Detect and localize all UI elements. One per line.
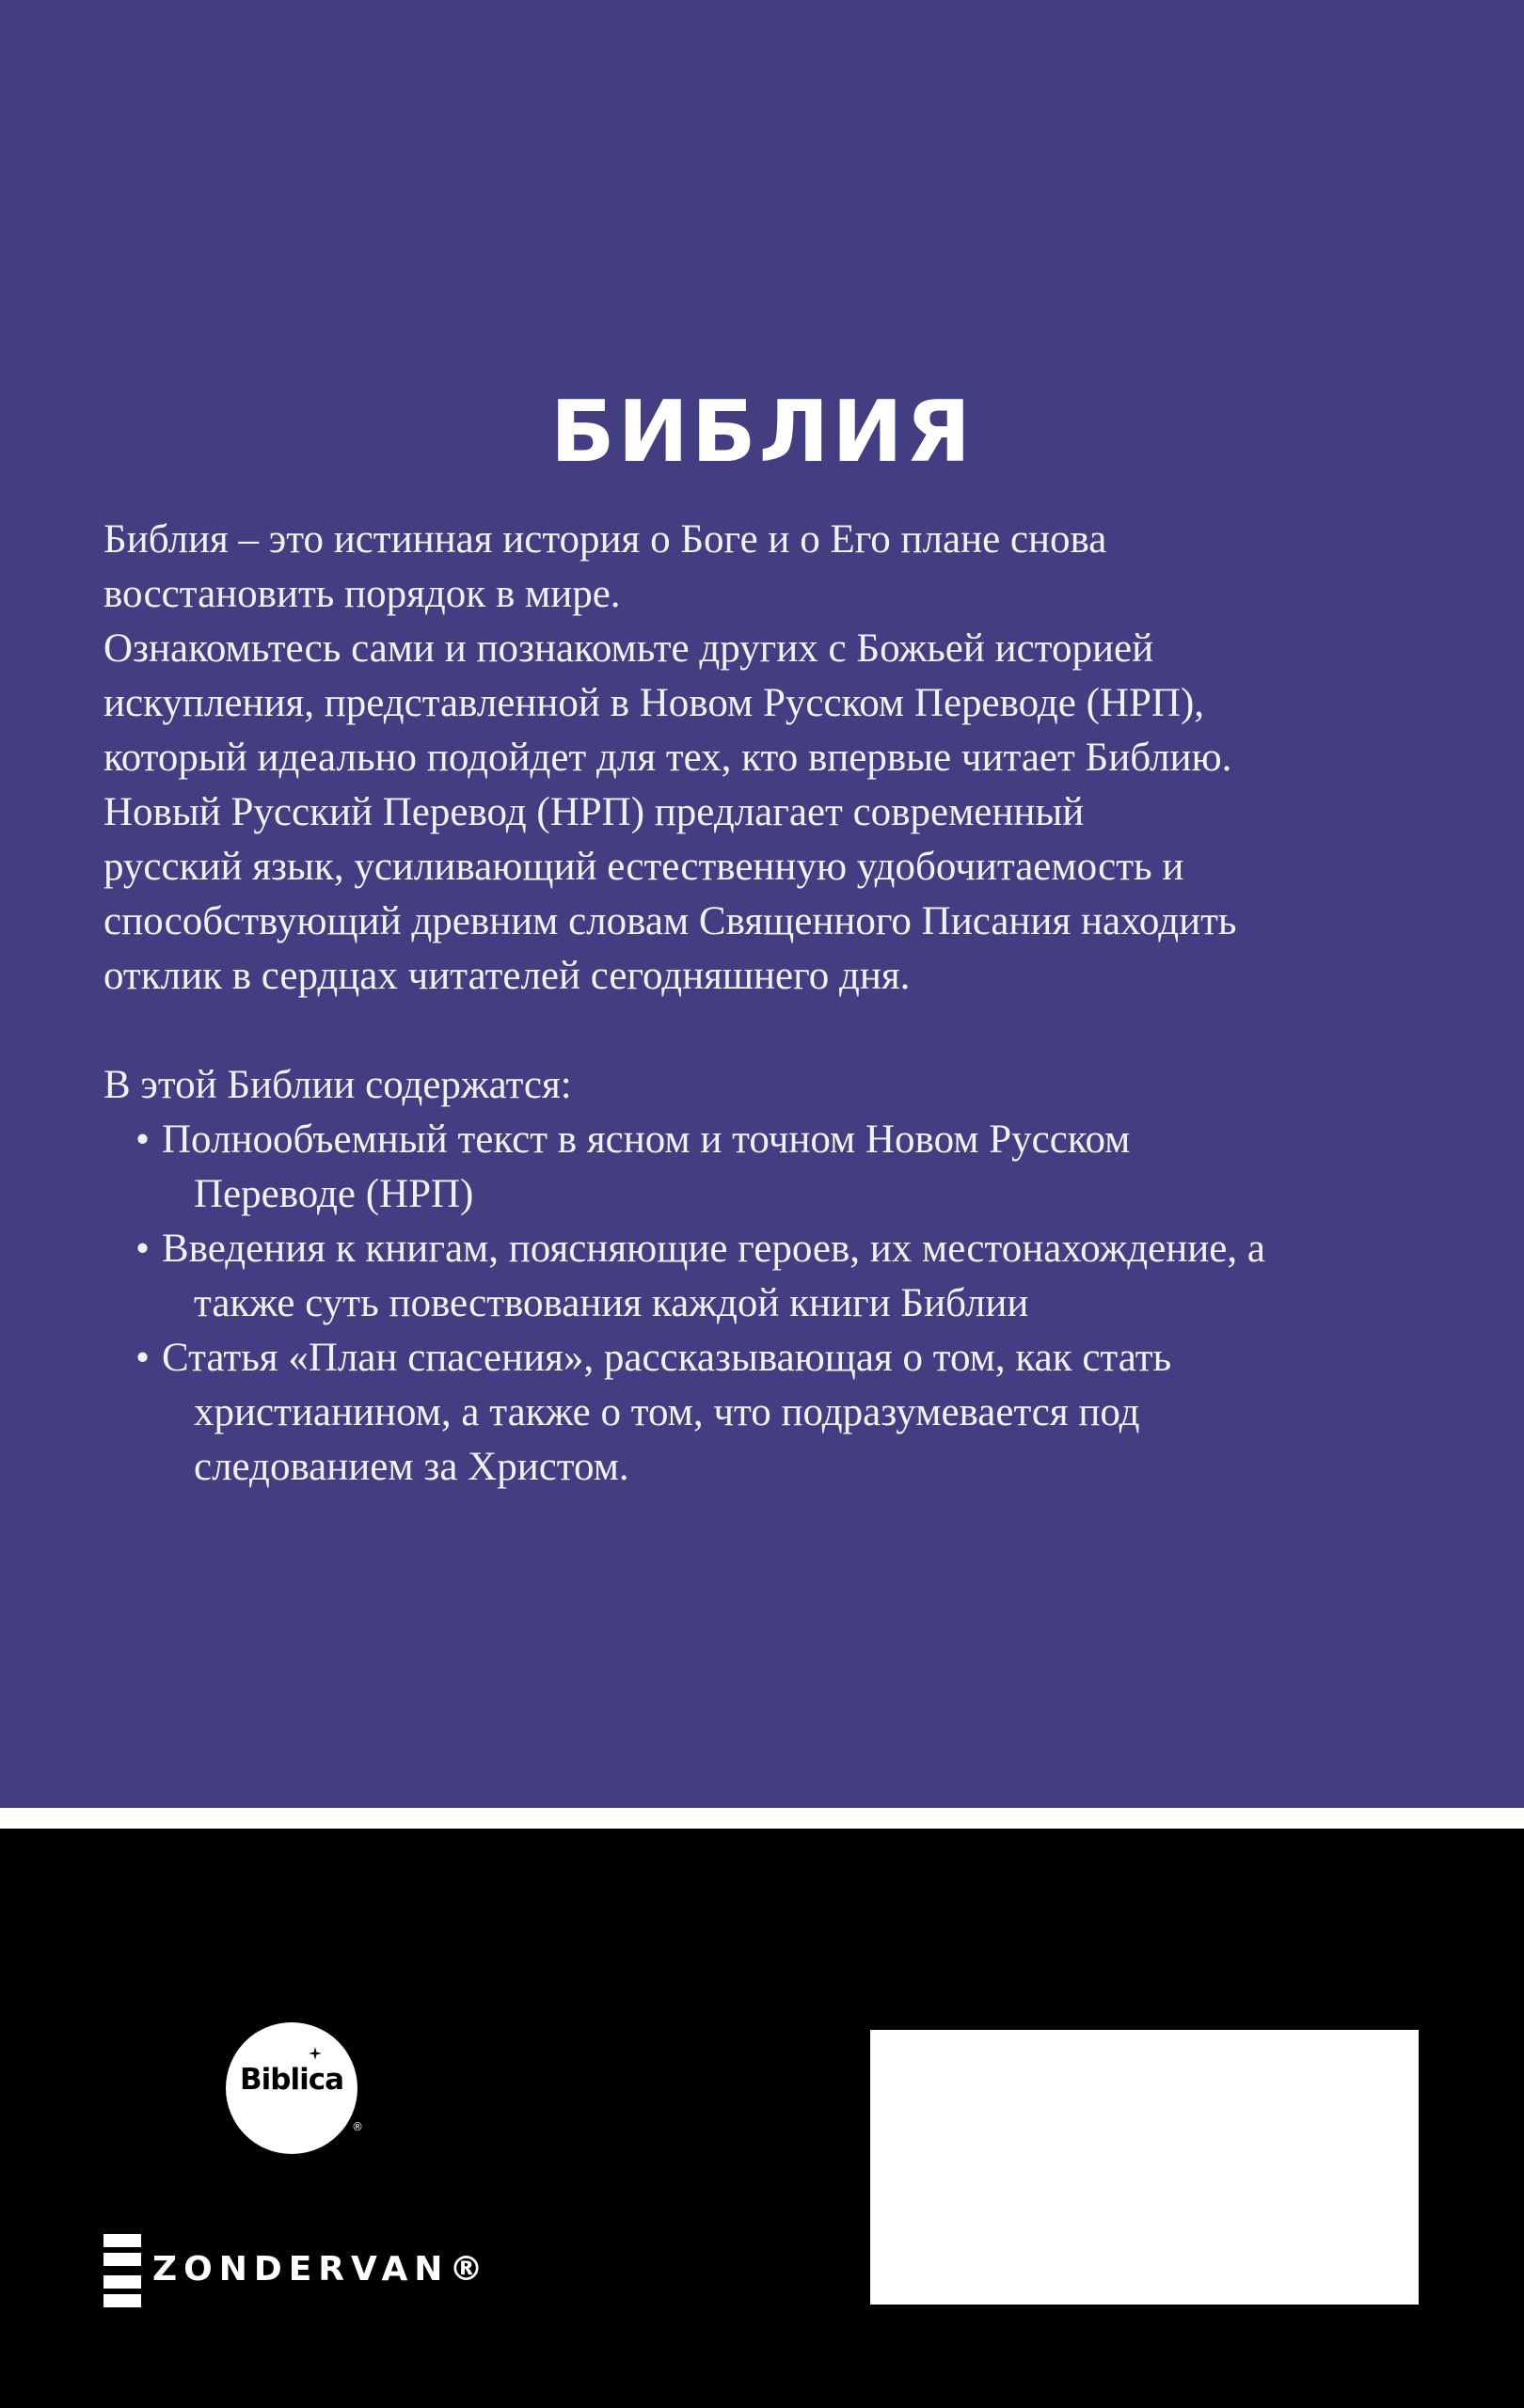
- list-item: [135, 1331, 1439, 1495]
- intro-line: способствующий древним словам Священного Писания находить: [103, 899, 1237, 943]
- biblica-logo: [226, 2022, 363, 2154]
- divider-stripe: [0, 1808, 1524, 1829]
- list-item-line: следованием за Христом.: [194, 1445, 629, 1489]
- intro-line: Библия – это истинная история о Боге и о Его плане снова: [103, 517, 1107, 562]
- four-point-star-icon: [309, 2047, 322, 2060]
- bullet: •: [135, 1117, 151, 1162]
- list-item-line: Статья «План спасения», рассказывающая о том, как стать: [162, 1336, 1172, 1380]
- list-item: [135, 1222, 1439, 1331]
- zondervan-stripes-icon: [103, 2234, 141, 2307]
- biblica-wordmark: Biblica: [240, 2063, 343, 2097]
- bullet: •: [135, 1227, 151, 1271]
- features-list: [103, 1113, 1439, 1495]
- list-item-line: Переводе (НРП): [194, 1172, 474, 1216]
- bullet: •: [135, 1336, 151, 1380]
- intro-line: восстановить порядок в мире.: [103, 572, 621, 616]
- list-item-line: Введения к книгам, поясняющие героев, их местонахождение, а: [162, 1227, 1265, 1271]
- list-item: [135, 1113, 1439, 1222]
- description-block: [103, 513, 1439, 1495]
- intro-paragraph: [103, 513, 1439, 1004]
- registered-mark: ®: [352, 2120, 363, 2133]
- list-item-line: Полнообъемный текст в ясном и точном Новом Русском: [162, 1117, 1131, 1162]
- page-title: БИБЛИЯ: [550, 383, 974, 482]
- zondervan-wordmark: ZONDERVAN®: [152, 2250, 490, 2289]
- barcode-area: [870, 2030, 1419, 2305]
- intro-line: искупления, представленной в Новом Русском Переводе (НРП),: [103, 681, 1205, 725]
- intro-line: русский язык, усиливающий естественную удобочитаемость и: [103, 845, 1184, 889]
- intro-line: Ознакомьтесь сами и познакомьте других с Божьей историей: [103, 626, 1154, 671]
- list-item-line: христианином, а также о том, что подразумевается под: [194, 1390, 1140, 1434]
- intro-line: отклик в сердцах читателей сегодняшнего дня.: [103, 954, 911, 998]
- intro-line: который идеально подойдет для тех, кто впервые читает Библию.: [103, 736, 1232, 780]
- intro-line: Новый Русский Перевод (НРП) предлагает современный: [103, 790, 1085, 834]
- list-item-line: также суть повествования каждой книги Библии: [194, 1281, 1029, 1325]
- contents-heading: В этой Библии содержатся:: [103, 1063, 572, 1107]
